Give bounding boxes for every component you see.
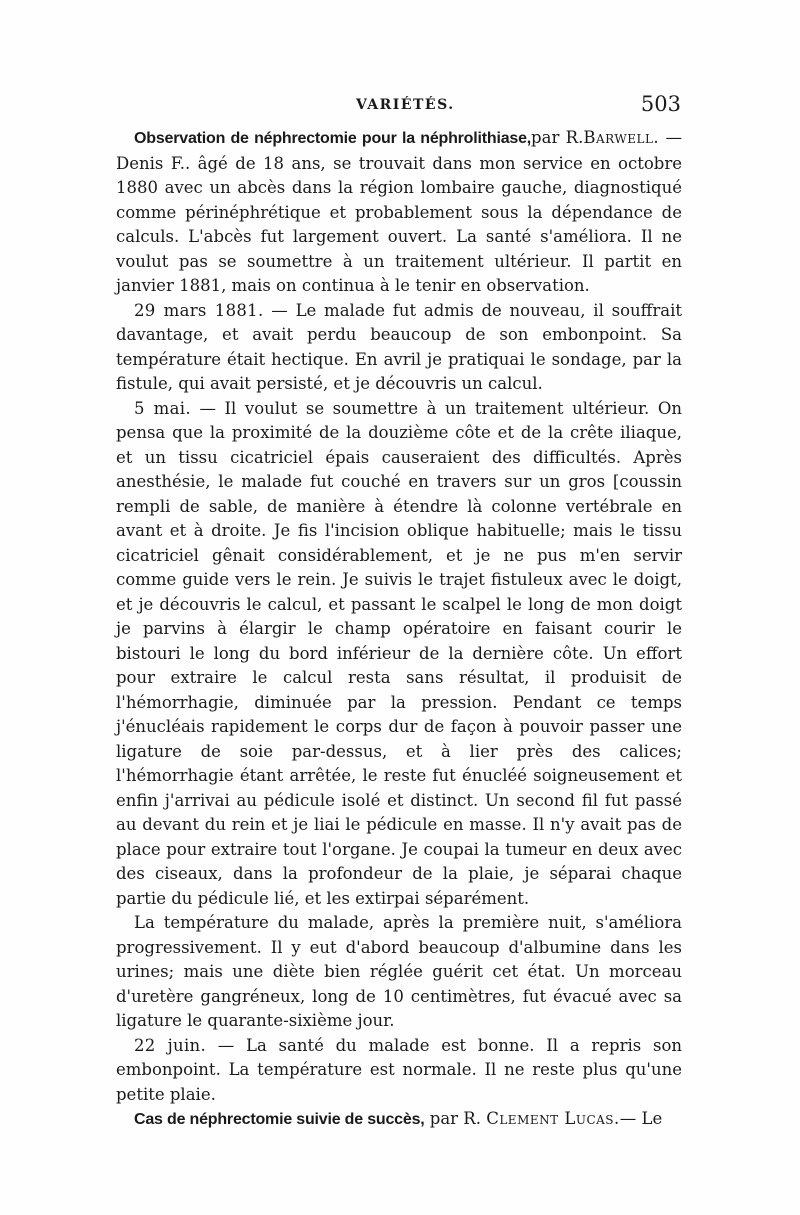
entry-date: 5 mai. <box>134 398 191 418</box>
next-case-paragraph <box>116 1107 682 1133</box>
next-case-continuation: — Le <box>619 1109 663 1128</box>
next-case-title: Cas de néphrectomie suivie de succès, <box>134 1111 425 1128</box>
observation-intro-paragraph <box>116 126 682 299</box>
running-title: VARIÉTÉS. <box>356 97 455 113</box>
next-case-attribution-prefix: par R. <box>429 1109 481 1128</box>
entry-paragraph <box>116 1034 682 1108</box>
entry-text: — La santé du malade est bonne. Il a repris son embonpoint. La température est normale. Il ne reste plus qu'une petite plaie. <box>116 1035 683 1104</box>
entry-date: 29 mars 1881. <box>134 300 264 320</box>
observation-intro-text: — Denis F.. âgé de 18 ans, se trouvait dans mon service en octobre 1880 avec un abcès dans la région lombaire gauche, diagnostiqué comme périnéphrétique et probablement sous la dépendance de calculs. L'abcès fut largement ouvert. La santé s'améliora. Il ne voulut pas se soumettre à un traitement ultérieur. Il partit en janvier 1881, mais on continua à le tenir en observation. <box>116 128 682 295</box>
entry-text: — Le malade fut admis de nouveau, il souffrait davantage, et avait perdu beaucoup de son embonpoint. Sa température était hectique. En avril je pratiquai le sondage, par la fistule, qui avait persisté, et je découvris un calcul. <box>116 300 682 393</box>
entry-paragraph <box>116 397 682 912</box>
entry-paragraph <box>116 911 682 1034</box>
entry-text: La température du malade, après la première nuit, s'améliora progressivement. Il y eut d'abord beaucoup d'albumine dans les urines; mais une diète bien réglée guérit cet état. Un morceau d'uretère gangréneux, long de 10 centimètres, fut évacué avec sa ligature le quarante-sixième jour. <box>116 913 682 1030</box>
observation-author: Barwell. <box>583 128 660 147</box>
running-head <box>116 92 681 121</box>
observation-attribution-prefix: par R. <box>531 128 584 147</box>
entry-paragraph <box>116 299 682 397</box>
next-case-author: Clement Lucas. <box>486 1109 620 1128</box>
observation-title: Observation de néphrectomie pour la néphrolithiase, <box>134 130 532 147</box>
entry-text: — Il voulut se soumettre à un traitement ultérieur. On pensa que la proximité de la douzième côte et de la crête iliaque, et un tissu cicatriciel épais causeraient des difficultés. Après anesthésie, le malade fut couché en travers sur un gros [coussin rempli de sable, de manière à étendre là colonne vertébrale en avant et à droite. Je fis l'incision oblique habituelle; mais le tissu cicatriciel gênait considérablement, et je ne pus m'en servir comme guide vers le rein. Je suivis le trajet fistuleux avec le doigt, et je découvris le calcul, et passant le scalpel le long de mon doigt je parvins à élargir le champ opératoire en faisant courir le bistouri le long du bord inférieur de la dernière côte. Un effort pour extraire le calcul resta sans résultat, il produisit de l'hémorrhagie, diminuée par la pression. Pendant ce temps j'énucléais rapidement le corps dur de façon à pouvoir passer une ligature de soie par-dessus, et à lier près des calices; l'hémorrhagie étant arrêtée, le reste fut énucléé soigneusement et enfin j'arrivai au pédicule isolé et distinct. Un second fil fut passé au devant du rein et je liai le pédicule en masse. Il n'y avait pas de place pour extraire tout l'organe. Je coupai la tumeur en deux avec des ciseaux, dans la profondeur de la plaie, je séparai chaque partie du pédicule lié, et les extirpai séparément. <box>116 398 682 908</box>
article-body <box>116 126 682 1133</box>
page-number: 503 <box>640 92 681 116</box>
entry-date: 22 juin. <box>134 1035 207 1055</box>
